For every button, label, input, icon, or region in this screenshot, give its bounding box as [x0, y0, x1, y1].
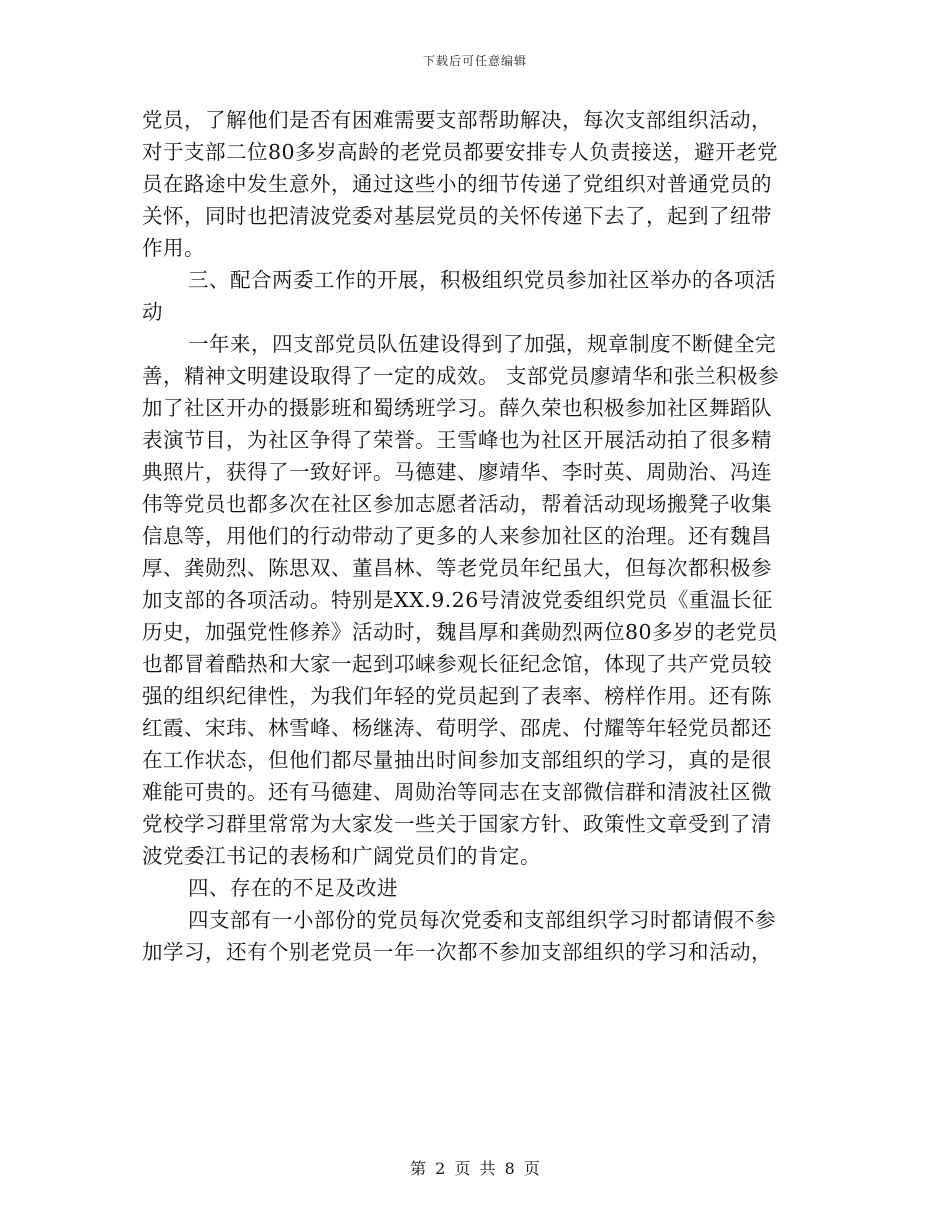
- body-line: 善，精神文明建设取得了一定的成效。 支部党员廖靖华和张兰积极参: [142, 364, 780, 388]
- body-line: 四、存在的不足及改进: [188, 876, 398, 900]
- body-line: 在工作状态，但他们都尽量抽出时间参加支部组织的学习，真的是很: [142, 748, 772, 772]
- body-line: 厚、龚勋烈、陈思双、董昌林、等老党员年纪虽大，但每次都积极参: [142, 556, 772, 580]
- body-line: 四支部有一小部份的党员每次党委和支部组织学习时都请假不参: [188, 908, 776, 932]
- body-line: 信息等，用他们的行动带动了更多的人来参加社区的治理。还有魏昌: [142, 524, 772, 548]
- body-line: 加了社区开办的摄影班和蜀绣班学习。薛久荣也积极参加社区舞蹈队: [142, 396, 772, 420]
- body-line: 动: [142, 300, 163, 324]
- body-line: 典照片，获得了一致好评。马德建、廖靖华、李时英、周勋治、冯连: [142, 460, 772, 484]
- body-line: 表演节目，为社区争得了荣誉。王雪峰也为社区开展活动拍了很多精: [142, 428, 772, 452]
- body-line: 难能可贵的。还有马德建、周勋治等同志在支部微信群和清波社区微: [142, 780, 772, 804]
- body-line: 三、配合两委工作的开展，积极组织党员参加社区举办的各项活: [188, 268, 776, 292]
- body-line: 党校学习群里常常为大家发一些关于国家方针、政策性文章受到了清: [142, 812, 772, 836]
- body-line: 伟等党员也都多次在社区参加志愿者活动，帮着活动现场搬凳子收集: [142, 492, 772, 516]
- page-header: 下载后可任意编辑: [422, 54, 527, 68]
- document-body: [142, 104, 810, 968]
- body-line: 一年来，四支部党员队伍建设得到了加强，规章制度不断健全完: [188, 332, 776, 356]
- body-line: 作用。: [142, 236, 205, 260]
- body-line: 对于支部二位80多岁高龄的老党员都要安排专人负责接送，避开老党: [142, 140, 779, 164]
- body-line: 党员，了解他们是否有困难需要支部帮助解决，每次支部组织活动，: [142, 108, 772, 132]
- body-line: 红霞、宋玮、林雪峰、杨继涛、荀明学、邵虎、付耀等年轻党员都还: [142, 716, 772, 740]
- body-line: 加支部的各项活动。特别是XX.9.26号清波党委组织党员《重温长征: [142, 588, 773, 612]
- body-line: 员在路途中发生意外，通过这些小的细节传递了党组织对普通党员的: [142, 172, 772, 196]
- body-line: 波党委江书记的表杨和广阔党员们的肯定。: [142, 844, 541, 868]
- body-line: 强的组织纪律性，为我们年轻的党员起到了表率、榜样作用。还有陈: [142, 684, 772, 708]
- body-line: 也都冒着酷热和大家一起到邛崃参观长征纪念馆，体现了共产党员较: [142, 652, 772, 676]
- page-footer: 第 2 页 共 8 页: [410, 1159, 540, 1178]
- body-line: 历史，加强党性修养》活动时，魏昌厚和龚勋烈两位80多岁的老党员: [142, 620, 779, 644]
- body-line: 加学习，还有个别老党员一年一次都不参加支部组织的学习和活动，: [142, 940, 772, 964]
- body-line: 关怀，同时也把清波党委对基层党员的关怀传递下去了，起到了纽带: [142, 204, 772, 228]
